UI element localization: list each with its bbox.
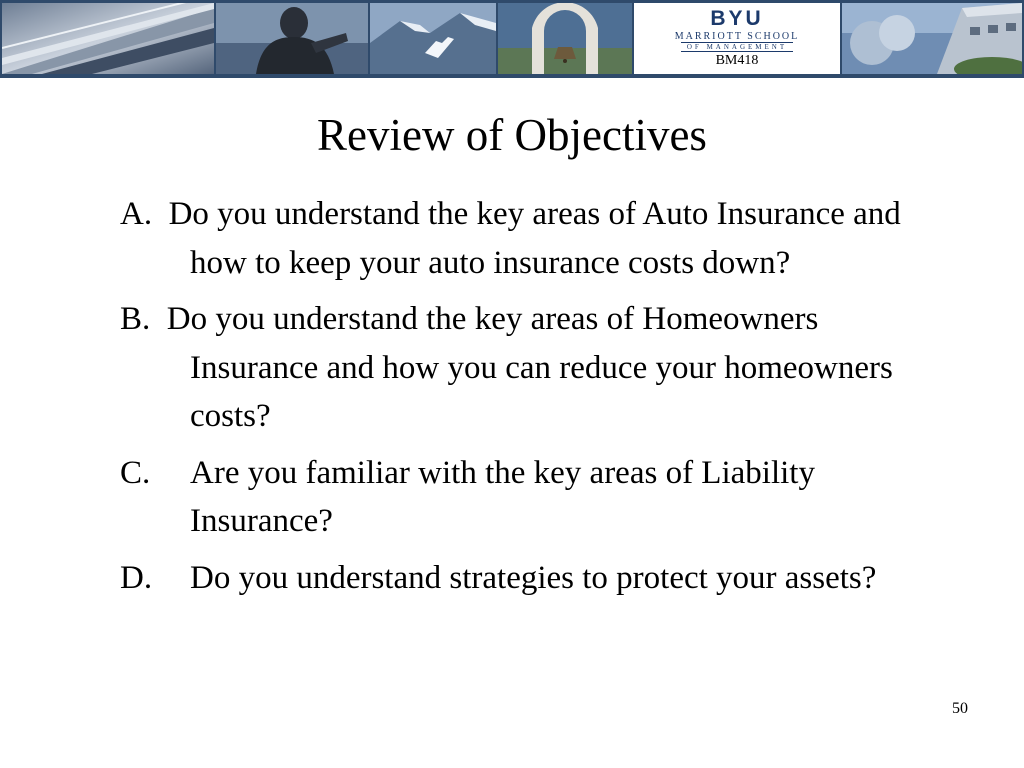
bell-tower-photo — [498, 3, 632, 74]
logo-school-text: MARRIOTT SCHOOL — [674, 31, 800, 42]
objective-marker: D. — [120, 559, 153, 596]
statue-photo — [216, 3, 368, 74]
objective-item-a — [120, 190, 920, 287]
objectives-list — [120, 190, 920, 610]
objective-item-d — [120, 554, 920, 603]
byu-logo — [634, 3, 840, 74]
page-number: 50 — [952, 700, 968, 717]
objective-text: Do you understand strategies to protect your assets? — [190, 559, 877, 596]
course-code: BM418 — [715, 53, 759, 68]
objective-marker: A. — [120, 196, 169, 232]
header-banner — [0, 0, 1024, 78]
objective-text: Do you understand the key areas of Auto Insurance and how to keep your auto insurance costs down? — [168, 196, 901, 281]
building-facade-photo — [2, 3, 214, 74]
campus-building-photo — [842, 3, 1022, 74]
objective-marker: C. — [120, 454, 151, 491]
logo-subtitle-text: OF MANAGEMENT — [681, 42, 793, 52]
objective-text: Are you familiar with the key areas of Liability Insurance? — [190, 454, 815, 539]
slide-title: Review of Objectives — [317, 110, 707, 160]
objective-item-b — [120, 295, 920, 441]
objective-text: Do you understand the key areas of Homeowners Insurance and how you can reduce your homeowners costs? — [166, 301, 893, 434]
logo-byu-text: BYU — [710, 7, 764, 30]
objective-marker: B. — [120, 301, 167, 337]
objective-item-c — [120, 449, 920, 546]
mountain-y-photo — [370, 3, 496, 74]
